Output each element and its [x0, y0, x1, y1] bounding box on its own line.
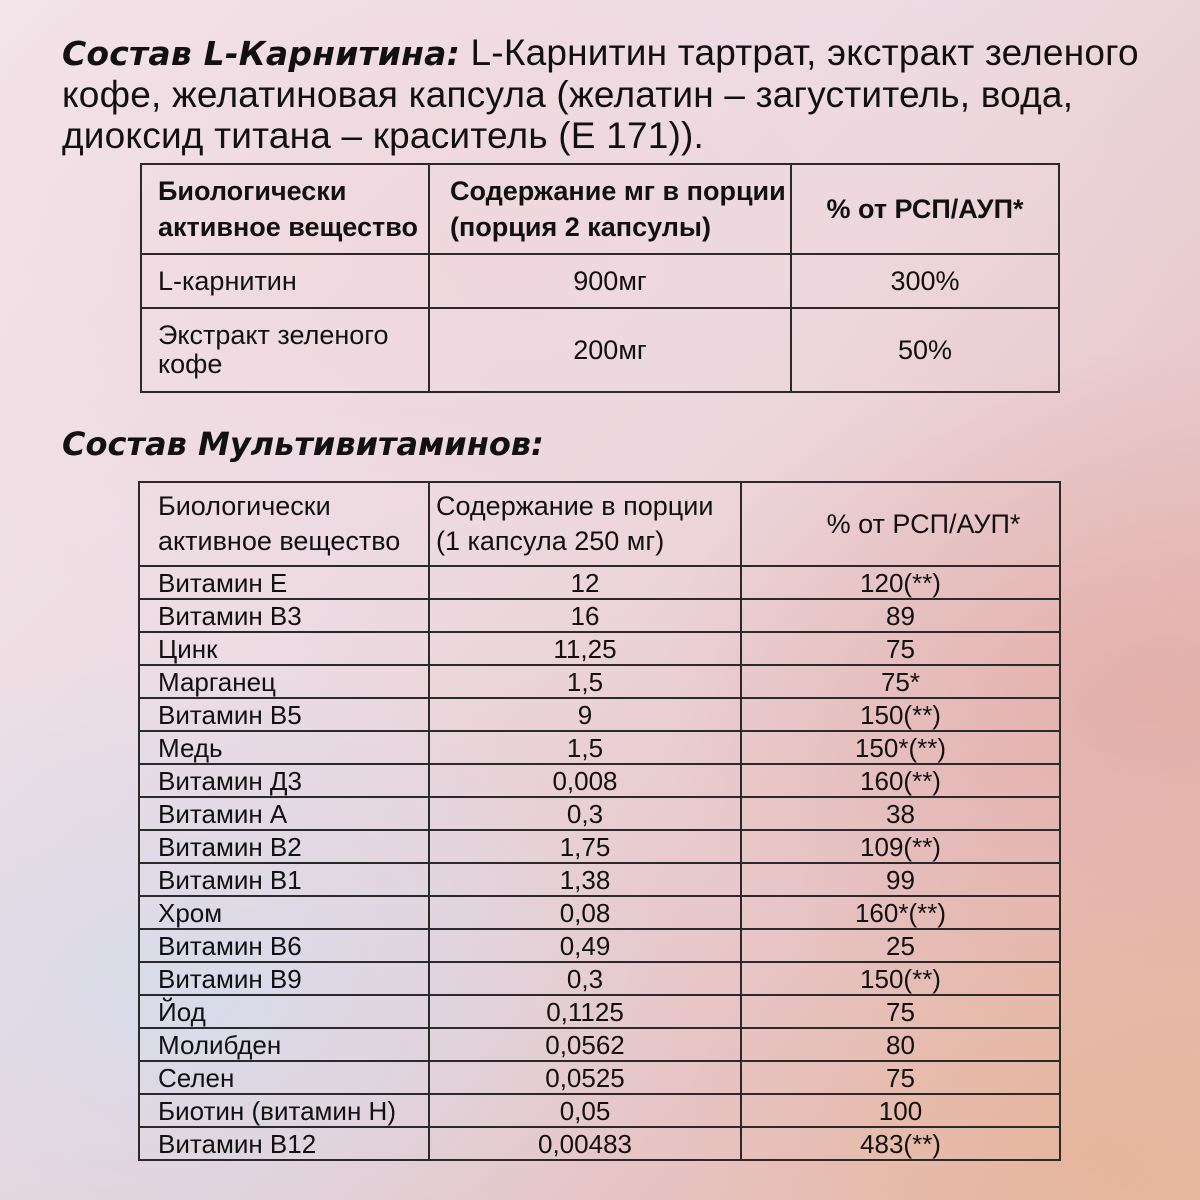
carnitine-composition-title: Состав L-Карнитина: — [62, 34, 461, 73]
table-row — [139, 599, 1060, 632]
cell-substance: Биотин (витамин Н) — [139, 1094, 429, 1127]
table-row — [139, 1127, 1060, 1160]
cell-percent: 109(**) — [741, 830, 1060, 863]
table-row — [139, 731, 1060, 764]
table-row — [139, 698, 1060, 731]
cell-substance: Йод — [139, 995, 429, 1028]
cell-content: 0,3 — [429, 962, 741, 995]
cell-content: 0,08 — [429, 896, 741, 929]
carnitine-composition-text: L-Карнитин тартрат, экстракт зеленого кофе, желатиновая капсула (желатин – загуститель, вода, диоксид титана – краситель (Е 171)). — [62, 32, 1139, 156]
cell-percent: 50% — [791, 308, 1059, 392]
cell-substance: Витамин В9 — [139, 962, 429, 995]
table-row — [139, 995, 1060, 1028]
cell-percent: 150(**) — [741, 962, 1060, 995]
table-row — [139, 1028, 1060, 1061]
table-row — [139, 797, 1060, 830]
cell-content: 0,0562 — [429, 1028, 741, 1061]
cell-percent: 89 — [741, 599, 1060, 632]
table-row — [141, 254, 1059, 308]
table-row — [139, 863, 1060, 896]
cell-percent: 120(**) — [741, 566, 1060, 599]
header-content: Содержание в порции (1 капсула 250 мг) — [429, 482, 741, 566]
cell-content: 1,75 — [429, 830, 741, 863]
table-row — [139, 566, 1060, 599]
cell-percent: 160*(**) — [741, 896, 1060, 929]
cell-percent: 75 — [741, 632, 1060, 665]
cell-content: 0,05 — [429, 1094, 741, 1127]
cell-content: 9 — [429, 698, 741, 731]
cell-percent: 160(**) — [741, 764, 1060, 797]
cell-percent: 25 — [741, 929, 1060, 962]
table-row — [139, 1061, 1060, 1094]
cell-substance: L-карнитин — [141, 254, 429, 308]
cell-percent: 100 — [741, 1094, 1060, 1127]
cell-content: 0,49 — [429, 929, 741, 962]
cell-substance: Витамин В6 — [139, 929, 429, 962]
cell-percent: 75* — [741, 665, 1060, 698]
cell-percent: 75 — [741, 1061, 1060, 1094]
table-header-row — [141, 164, 1059, 254]
cell-percent: 150(**) — [741, 698, 1060, 731]
table-row — [139, 1094, 1060, 1127]
table-row — [139, 929, 1060, 962]
header-content: Содержание мг в порции (порция 2 капсулы) — [429, 164, 791, 254]
multivitamin-table-body — [139, 566, 1060, 1160]
cell-percent: 38 — [741, 797, 1060, 830]
cell-percent: 150*(**) — [741, 731, 1060, 764]
header-substance: Биологически активное вещество — [139, 482, 429, 566]
cell-substance: Витамин Е — [139, 566, 429, 599]
cell-substance: Медь — [139, 731, 429, 764]
cell-content: 0,0525 — [429, 1061, 741, 1094]
cell-percent: 300% — [791, 254, 1059, 308]
cell-content: 1,5 — [429, 665, 741, 698]
cell-substance: Витамин В1 — [139, 863, 429, 896]
table-header-row — [139, 482, 1060, 566]
table-row — [139, 764, 1060, 797]
cell-content: 11,25 — [429, 632, 741, 665]
multivitamin-section-title: Состав Мультивитаминов: — [62, 425, 544, 463]
carnitine-table — [140, 163, 1060, 393]
table-row — [139, 830, 1060, 863]
cell-content: 900мг — [429, 254, 791, 308]
table-row — [139, 665, 1060, 698]
cell-percent: 80 — [741, 1028, 1060, 1061]
cell-substance: Витамин В12 — [139, 1127, 429, 1160]
cell-content: 0,1125 — [429, 995, 741, 1028]
table-row — [139, 632, 1060, 665]
cell-substance: Витамин В5 — [139, 698, 429, 731]
cell-percent: 75 — [741, 995, 1060, 1028]
cell-content: 16 — [429, 599, 741, 632]
cell-percent: 99 — [741, 863, 1060, 896]
cell-content: 12 — [429, 566, 741, 599]
cell-content: 1,5 — [429, 731, 741, 764]
cell-substance: Витамин А — [139, 797, 429, 830]
cell-substance: Марганец — [139, 665, 429, 698]
header-substance: Биологически активное вещество — [141, 164, 429, 254]
carnitine-composition-paragraph — [62, 32, 1172, 156]
cell-substance: Молибден — [139, 1028, 429, 1061]
cell-content: 0,00483 — [429, 1127, 741, 1160]
header-percent: % от РСП/АУП* — [791, 164, 1059, 254]
header-percent: % от РСП/АУП* — [741, 482, 1060, 566]
cell-content: 200мг — [429, 308, 791, 392]
cell-substance: Хром — [139, 896, 429, 929]
cell-substance: Витамин В3 — [139, 599, 429, 632]
cell-content: 0,3 — [429, 797, 741, 830]
table-row — [141, 308, 1059, 392]
table-row — [139, 962, 1060, 995]
cell-substance: Витамин Д3 — [139, 764, 429, 797]
cell-substance: Селен — [139, 1061, 429, 1094]
cell-percent: 483(**) — [741, 1127, 1060, 1160]
cell-substance: Витамин В2 — [139, 830, 429, 863]
cell-content: 0,008 — [429, 764, 741, 797]
table-row — [139, 896, 1060, 929]
multivitamin-table — [138, 481, 1061, 1161]
cell-substance: Цинк — [139, 632, 429, 665]
cell-content: 1,38 — [429, 863, 741, 896]
cell-substance: Экстракт зеленого кофе — [141, 308, 429, 392]
